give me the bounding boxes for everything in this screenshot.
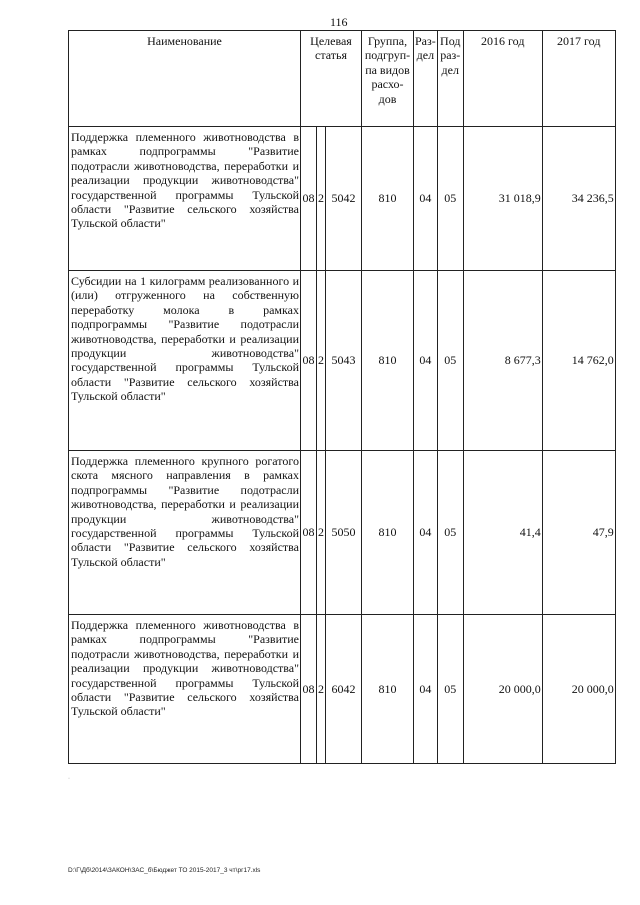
subsection-cell: 05 — [437, 271, 463, 451]
target-article-part1: 08 — [301, 615, 317, 764]
target-article-part3: 5042 — [326, 127, 362, 271]
target-article-part3: 6042 — [326, 615, 362, 764]
group-cell: 810 — [362, 615, 414, 764]
table-row — [69, 127, 616, 271]
header-target-article: Целевая статья — [301, 31, 362, 127]
amount-2017: 20 000,0 — [542, 615, 615, 764]
header-row — [69, 31, 616, 127]
group-cell: 810 — [362, 451, 414, 615]
subsection-cell: 05 — [437, 127, 463, 271]
header-2016: 2016 год — [463, 31, 542, 127]
table-row — [69, 615, 616, 764]
subsection-cell: 05 — [437, 451, 463, 615]
section-cell: 04 — [414, 451, 438, 615]
section-cell: 04 — [414, 127, 438, 271]
amount-2016: 41,4 — [463, 451, 542, 615]
target-article-part3: 5050 — [326, 451, 362, 615]
header-section: Раз-дел — [414, 31, 438, 127]
section-cell: 04 — [414, 615, 438, 764]
header-name: Наименование — [69, 31, 301, 127]
section-cell: 04 — [414, 271, 438, 451]
row-name: Поддержка племенного животноводства в рамках подпрограммы "Развитие подотрасли животноводства, переработки и реализации продукции животноводства" государственной программы Тульской области "Развитие сельского хозяйства Тульской области" — [69, 615, 301, 764]
amount-2017: 14 762,0 — [542, 271, 615, 451]
header-2017: 2017 год — [542, 31, 615, 127]
amount-2016: 8 677,3 — [463, 271, 542, 451]
target-article-part1: 08 — [301, 451, 317, 615]
page-number: 116 — [330, 15, 348, 29]
target-article-part1: 08 — [301, 271, 317, 451]
group-cell: 810 — [362, 127, 414, 271]
table-row — [69, 451, 616, 615]
target-article-part2: 2 — [317, 615, 326, 764]
table-row — [69, 271, 616, 451]
amount-2017: 34 236,5 — [542, 127, 615, 271]
target-article-part1: 08 — [301, 127, 317, 271]
scan-mark: · — [68, 776, 70, 782]
row-name: Субсидии на 1 килограмм реализованного и (или) отгруженного на собственную переработку молока в рамках подпрограммы "Развитие подотрасли животноводства, переработки и реализации продукции животноводства" государственной программы Тульской области "Развитие сельского хозяйства Тульской области" — [69, 271, 301, 451]
row-name: Поддержка племенного крупного рогатого скота мясного направления в рамках подпрограммы "Развитие подотрасли животноводства, переработки и реализации продукции животноводства" государственной программы Тульской области "Развитие сельского хозяйства Тульской области" — [69, 451, 301, 615]
amount-2016: 31 018,9 — [463, 127, 542, 271]
target-article-part3: 5043 — [326, 271, 362, 451]
target-article-part2: 2 — [317, 451, 326, 615]
budget-table — [68, 30, 616, 764]
amount-2017: 47,9 — [542, 451, 615, 615]
header-subsection: Под раз-дел — [437, 31, 463, 127]
group-cell: 810 — [362, 271, 414, 451]
subsection-cell: 05 — [437, 615, 463, 764]
target-article-part2: 2 — [317, 127, 326, 271]
target-article-part2: 2 — [317, 271, 326, 451]
header-group: Группа, подгруп-па видов расхо-дов — [362, 31, 414, 127]
amount-2016: 20 000,0 — [463, 615, 542, 764]
row-name: Поддержка племенного животноводства в рамках подпрограммы "Развитие подотрасли животноводства, переработки и реализации продукции животноводства" государственной программы Тульской области "Развитие сельского хозяйства Тульской области" — [69, 127, 301, 271]
footer-file-path: D:\Г\Дб\2014\ЗАКОН\ЗАС_б\Бюджет ТО 2015-2017_3 чт\рг17.xls — [68, 867, 261, 874]
